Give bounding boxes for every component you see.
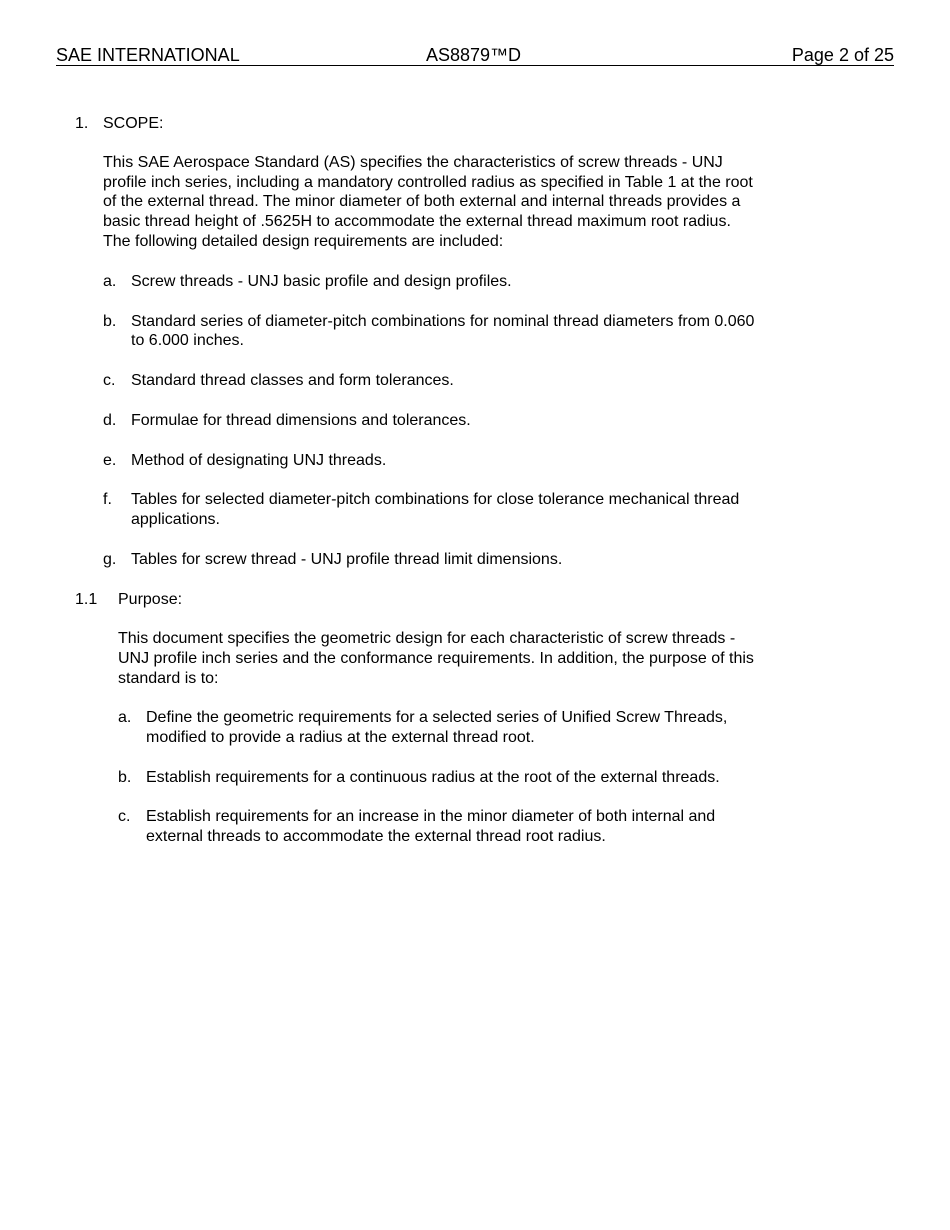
header-doc-id: AS8879™D <box>426 45 522 65</box>
section-1-intro-line: basic thread height of .5625H to accommodate the external thread maximum root radius. <box>103 213 731 230</box>
list-item-marker: e. <box>103 452 117 469</box>
section-1-1-intro-line: UNJ profile inch series and the conformance requirements. In addition, the purpose of this <box>118 650 754 667</box>
list-item-text: Tables for screw thread - UNJ profile thread limit dimensions. <box>131 551 563 568</box>
list-item-text: Establish requirements for an increase in the minor diameter of both internal and <box>146 808 716 825</box>
section-1-intro-line: The following detailed design requirements are included: <box>103 233 504 250</box>
page-header <box>56 44 894 66</box>
list-item-text: Standard thread classes and form tolerances. <box>131 372 454 389</box>
list-item-marker: a. <box>118 709 132 726</box>
list-item-marker: g. <box>103 551 117 568</box>
list-item-text: modified to provide a radius at the external thread root. <box>146 729 535 746</box>
list-item-marker: b. <box>118 769 132 786</box>
list-item-marker: c. <box>103 372 116 389</box>
header-org: SAE INTERNATIONAL <box>56 45 240 65</box>
list-item-text: Tables for selected diameter-pitch combinations for close tolerance mechanical thread <box>131 491 740 508</box>
list-item-marker: b. <box>103 313 117 330</box>
list-item-marker: d. <box>103 412 117 429</box>
list-item-text: Define the geometric requirements for a selected series of Unified Screw Threads, <box>146 709 728 726</box>
list-item-marker: c. <box>118 808 131 825</box>
list-item-text: Establish requirements for a continuous radius at the root of the external threads. <box>146 769 720 786</box>
section-1-intro-line: profile inch series, including a mandatory controlled radius as specified in Table 1 at the root <box>103 174 753 191</box>
list-item-text: Screw threads - UNJ basic profile and design profiles. <box>131 273 512 290</box>
section-1-1-intro-line: This document specifies the geometric design for each characteristic of screw threads - <box>118 630 736 647</box>
list-item-text: Formulae for thread dimensions and tolerances. <box>131 412 471 429</box>
list-item-text: applications. <box>131 511 220 528</box>
section-1-title: SCOPE: <box>103 115 164 132</box>
list-item-marker: f. <box>103 491 112 508</box>
list-item-text: Method of designating UNJ threads. <box>131 452 387 469</box>
section-1-1-title: Purpose: <box>118 591 183 608</box>
section-1-1-number: 1.1 <box>75 591 98 608</box>
section-1-1-intro-line: standard is to: <box>118 670 219 687</box>
list-item-text: external threads to accommodate the external thread root radius. <box>146 828 606 845</box>
section-1-intro-line: This SAE Aerospace Standard (AS) specifies the characteristics of screw threads - UNJ <box>103 154 723 171</box>
list-item-marker: a. <box>103 273 117 290</box>
list-item-text: to 6.000 inches. <box>131 332 244 349</box>
header-page-number: Page 2 of 25 <box>791 45 894 65</box>
section-1-intro-line: of the external thread. The minor diameter of both external and internal threads provides a <box>103 193 741 210</box>
list-item-text: Standard series of diameter-pitch combinations for nominal thread diameters from 0.060 <box>131 313 755 330</box>
section-1-number: 1. <box>75 115 89 132</box>
